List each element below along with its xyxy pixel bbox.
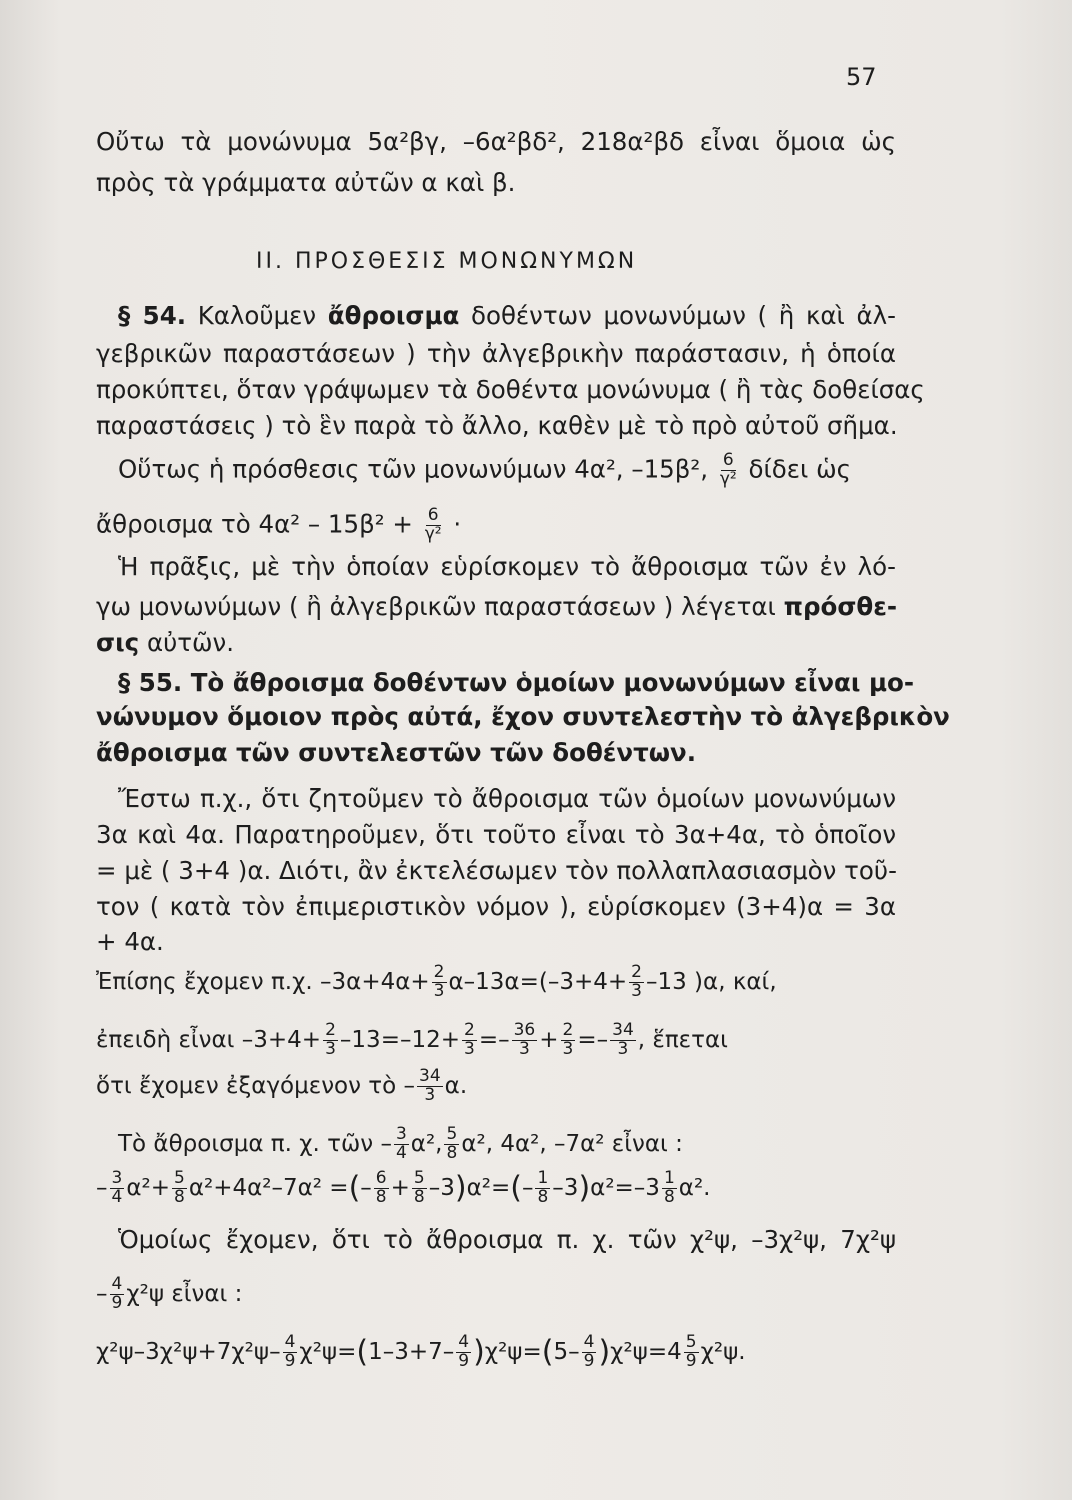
equation-line: ἐπειδὴ εἶναι –3+4+ $\frac{2}{3}$ –13=–12+ $\frac{2}{3}$ =– $\frac{36}{3}$ + $\frac{2}{3}$ =– $\frac{34}{3}$ , ἕπεται xyxy=(96,1020,728,1059)
theorem-line: νώνυμον ὅμοιον πρὸς αὐτά, ἔχον συντελεστὴν τὸ ἀλγεβρικὸν xyxy=(96,702,950,731)
text-line: Ἡ πρᾶξις, μὲ τὴν ὁποίαν εὑρίσκομεν τὸ ἄθροισμα τῶν ἐν λό- xyxy=(118,552,896,581)
equation-line: Ἐπίσης ἔχομεν π.χ. –3α+4α+ $\frac{2}{3}$ α–13α=(–3+4+ $\frac{2}{3}$ –13 )α, καί, xyxy=(96,962,777,1001)
text-line: γεβρικῶν παραστάσεων ) τὴν ἀλγεβρικὴν παράστασιν, ἡ ὁποία xyxy=(96,339,896,368)
text-line: πρὸς τὰ γράμματα αὐτῶν α καὶ β. xyxy=(96,168,516,197)
term-prosthesis: πρόσθε- xyxy=(783,592,898,621)
text-line: + 4α. xyxy=(96,927,164,956)
page-number: 57 xyxy=(846,63,877,91)
fraction: $\frac{6}{\text{γ²}}$ xyxy=(424,505,442,544)
text-line: Ὁμοίως ἔχομεν, ὅτι τὸ ἄθροισμα π. χ. τῶν χ²ψ, –3χ²ψ, 7χ²ψ xyxy=(118,1225,896,1254)
text-line: σις αὐτῶν. xyxy=(96,628,235,657)
section-heading: ΙΙ. ΠΡΟΣΘΕΣΙΣ ΜΟΝΩΝΥΜΩΝ xyxy=(256,249,638,274)
paragraph-54-line: § 54. Καλοῦμεν ἄθροισμα δοθέντων μονωνύμων ( ἢ καὶ ἀλ- xyxy=(118,301,896,330)
equation-line: – $\frac{4}{9}$ χ²ψ εἶναι : xyxy=(96,1274,243,1313)
equation-line: ὅτι ἔχομεν ἐξαγόμενον τὸ – $\frac{34}{3}$ α. xyxy=(96,1066,468,1105)
text-line: Ἔστω π.χ., ὅτι ζητοῦμεν τὸ ἄθροισμα τῶν ὁμοίων μονωνύμων xyxy=(118,784,896,813)
text-line: Οὔτω τὰ μονώνυμα 5α²βγ, –6α²βδ², 218α²βδ εἶναι ὅμοια ὡς xyxy=(96,127,896,156)
text-line: γω μονωνύμων ( ἢ ἀλγεβρικῶν παραστάσεων ) λέγεται πρόσθε- xyxy=(96,592,898,621)
theorem-55-line: § 55. Τὸ ἄθροισμα δοθέντων ὁμοίων μονωνύμων εἶναι μο- xyxy=(118,668,914,697)
section-number-54: § 54. xyxy=(118,301,187,330)
text-line: = μὲ ( 3+4 )α. Διότι, ἂν ἐκτελέσωμεν τὸν πολλαπλασιασμὸν τοῦ- xyxy=(96,856,897,885)
example-line: Οὕτως ἡ πρόσθεσις τῶν μονωνύμων 4α², –15β², $\frac{6}{\text{γ²}}$ δίδει ὡς xyxy=(118,450,851,489)
term-athroisma: ἄθροισμα xyxy=(327,301,460,330)
text-line: παραστάσεις ) τὸ ἓν παρὰ τὸ ἄλλο, καθὲν μὲ τὸ πρὸ αὐτοῦ σῆμα. xyxy=(96,411,898,440)
text-line: προκύπτει, ὅταν γράψωμεν τὰ δοθέντα μονώνυμα ( ἢ τὰς δοθείσας xyxy=(96,375,925,404)
equation-line: – $\frac{3}{4}$ α²+ $\frac{5}{8}$ α²+4α²–7α² =(– $\frac{6}{8}$ + $\frac{5}{8}$ –3)α²=(– $\frac{1}{8}$ –3)α²=–3 $\frac{1}{8}$ α². xyxy=(96,1168,711,1207)
fraction: $\frac{6}{\text{γ²}}$ xyxy=(719,450,737,489)
equation-line: χ²ψ–3χ²ψ+7χ²ψ– $\frac{4}{9}$ χ²ψ=(1–3+7– $\frac{4}{9}$ )χ²ψ=(5– $\frac{4}{9}$ )χ²ψ=4 $\frac{5}{9}$ χ²ψ. xyxy=(96,1332,746,1371)
section-number-55: § 55. xyxy=(118,668,183,697)
text-line: τον ( κατὰ τὸν ἐπιμεριστικὸν νόμον ), εὑρίσκομεν (3+4)α = 3α xyxy=(96,892,896,921)
text-line: 3α καὶ 4α. Παρατηροῦμεν, ὅτι τοῦτο εἶναι τὸ 3α+4α, τὸ ὁποῖον xyxy=(96,820,896,849)
theorem-line: ἄθροισμα τῶν συντελεστῶν τῶν δοθέντων. xyxy=(96,738,697,767)
example-line: ἄθροισμα τὸ 4α² – 15β² + $\frac{6}{\text{γ²}}$ · xyxy=(96,505,462,544)
equation-line: Τὸ ἄθροισμα π. χ. τῶν – $\frac{3}{4}$ α², $\frac{5}{8}$ α², 4α², –7α² εἶναι : xyxy=(118,1124,683,1163)
